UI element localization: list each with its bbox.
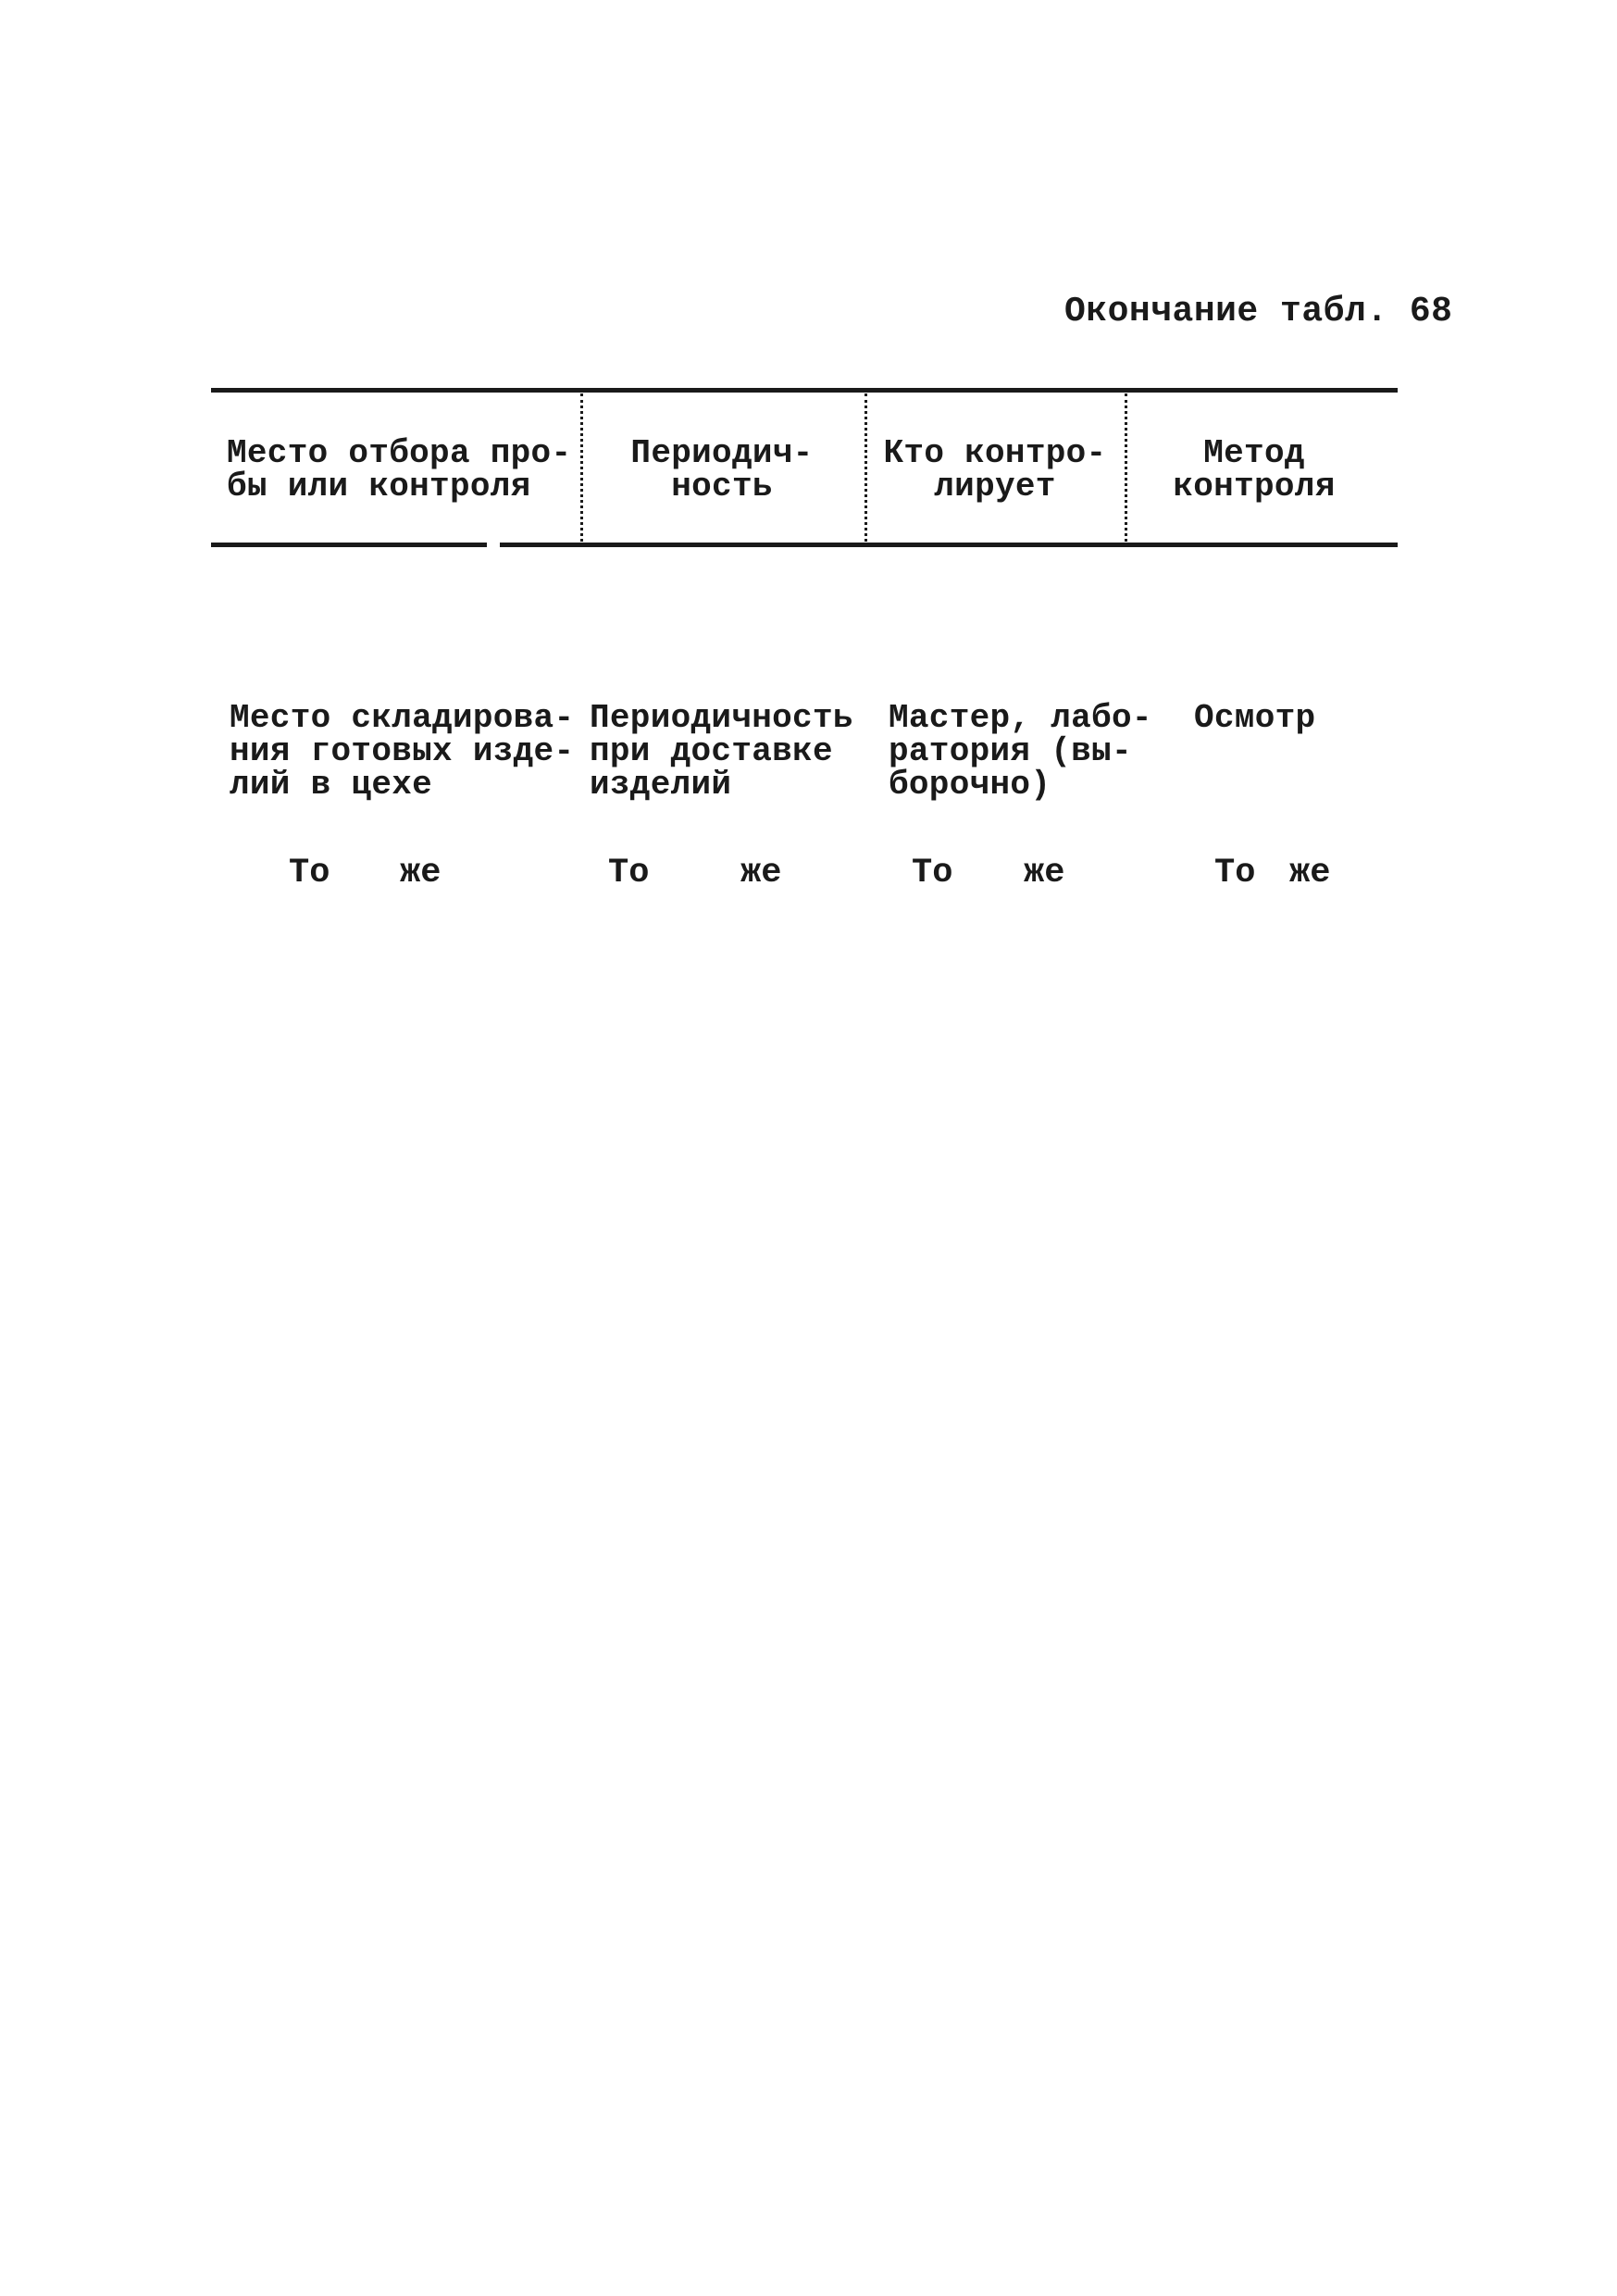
- header-cell-periodicity: Периодич- ность: [630, 434, 814, 505]
- cell-controller: Мастер, лабо- ратория (вы- борочно): [889, 699, 1152, 804]
- ditto-text: То: [289, 854, 330, 892]
- ditto-text: То: [912, 854, 953, 892]
- table-caption: Окончание табл. 68: [1064, 292, 1453, 331]
- header-bottom-rule: [211, 543, 487, 547]
- table-top-rule: [211, 388, 1398, 393]
- header-cell-controller: Кто контро- лирует: [883, 434, 1107, 505]
- ditto-text: же: [1289, 854, 1331, 892]
- ditto-text: То: [608, 854, 650, 892]
- ditto-text: же: [400, 854, 442, 892]
- ditto-text: же: [1024, 854, 1065, 892]
- header-cell-method: Метод контроля: [1173, 434, 1336, 505]
- cell-method: Осмотр: [1194, 699, 1316, 737]
- ditto-text: же: [740, 854, 782, 892]
- header-bottom-rule: [500, 543, 1398, 547]
- header-separator: [580, 393, 583, 542]
- cell-sampling-place: Место складирова- ния готовых изде- лий в цехе: [230, 699, 575, 804]
- header-separator: [864, 393, 867, 542]
- cell-periodicity: Периодичность при доставке изделий: [590, 699, 853, 804]
- ditto-text: То: [1214, 854, 1256, 892]
- header-cell-sampling-place: Место отбора про- бы или контроля: [227, 434, 572, 505]
- header-separator: [1125, 393, 1127, 542]
